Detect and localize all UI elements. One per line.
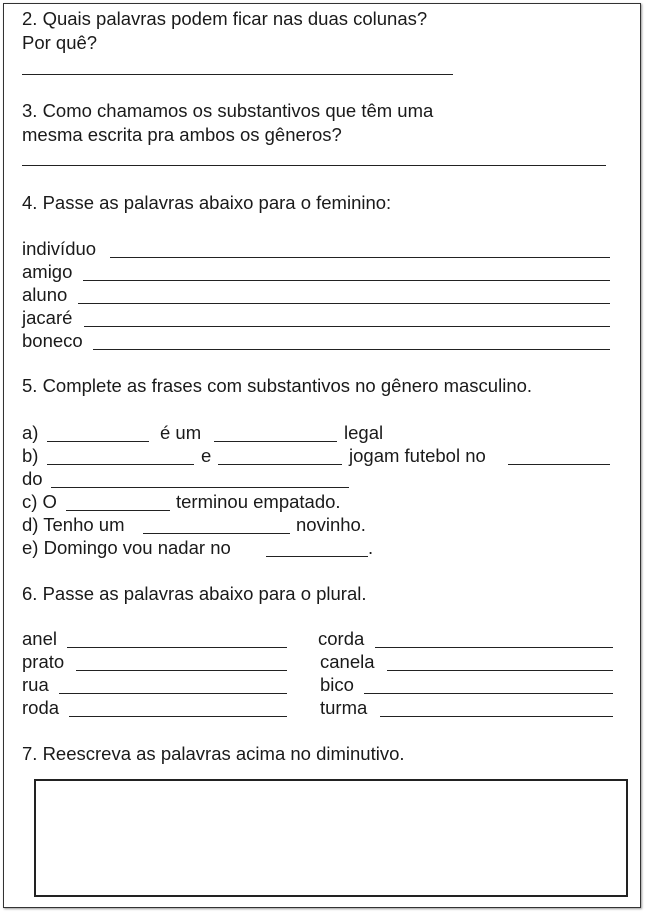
q5e-label: e) Domingo vou nadar no xyxy=(22,537,231,558)
q2-text-line2: Por quê? xyxy=(22,32,98,53)
q6-answer-line-corda[interactable] xyxy=(375,647,613,648)
q6-answer-line-rua[interactable] xyxy=(59,693,287,694)
q6-answer-line-roda[interactable] xyxy=(69,716,287,717)
q5a-text-1: é um xyxy=(160,422,202,443)
q5-title: 5. Complete as frases com substantivos no gênero masculino. xyxy=(22,375,533,396)
q4-word-amigo: amigo xyxy=(22,261,73,282)
q3-text-line2: mesma escrita pra ambos os gêneros? xyxy=(22,124,342,145)
q7-answer-box[interactable] xyxy=(34,779,628,897)
q4-answer-line-jacare[interactable] xyxy=(84,326,610,327)
q6-word-roda: roda xyxy=(22,697,60,718)
q5c-label: c) O xyxy=(22,491,57,512)
q5b-blank-3[interactable] xyxy=(508,464,610,465)
q4-answer-line-individuo[interactable] xyxy=(110,257,610,258)
q6-word-corda: corda xyxy=(318,628,365,649)
q4-answer-line-boneco[interactable] xyxy=(93,349,610,350)
q2-text-line1: 2. Quais palavras podem ficar nas duas colunas? xyxy=(22,8,428,29)
q3-text-line1: 3. Como chamamos os substantivos que têm uma xyxy=(22,100,434,121)
q6-word-prato: prato xyxy=(22,651,65,672)
q5d-blank[interactable] xyxy=(143,533,290,534)
q6-word-turma: turma xyxy=(320,697,368,718)
q4-word-aluno: aluno xyxy=(22,284,68,305)
q4-answer-line-aluno[interactable] xyxy=(78,303,610,304)
q6-answer-line-canela[interactable] xyxy=(387,670,613,671)
q3-answer-line[interactable] xyxy=(22,165,606,166)
q5b-label: b) xyxy=(22,445,39,466)
q5b-blank-2[interactable] xyxy=(218,464,342,465)
q6-answer-line-anel[interactable] xyxy=(67,647,287,648)
q4-answer-line-amigo[interactable] xyxy=(83,280,610,281)
q5d-text-1: novinho. xyxy=(296,514,366,535)
q6-word-bico: bico xyxy=(320,674,354,695)
q2-answer-line[interactable] xyxy=(22,74,453,75)
q6-word-anel: anel xyxy=(22,628,57,649)
q4-word-individuo: indivíduo xyxy=(22,238,97,259)
q5b-blank-4[interactable] xyxy=(51,487,349,488)
q5e-text-1: . xyxy=(368,537,374,558)
q5a-label: a) xyxy=(22,422,39,443)
q7-title: 7. Reescreva as palavras acima no diminutivo. xyxy=(22,743,405,764)
q6-answer-line-prato[interactable] xyxy=(76,670,287,671)
q6-title: 6. Passe as palavras abaixo para o plural. xyxy=(22,583,367,604)
q5a-text-2: legal xyxy=(344,422,384,443)
q5b-text-2: jogam futebol no xyxy=(349,445,486,466)
q6-answer-line-turma[interactable] xyxy=(380,716,613,717)
q4-word-boneco: boneco xyxy=(22,330,83,351)
q5b-text-1: e xyxy=(201,445,212,466)
q4-title: 4. Passe as palavras abaixo para o feminino: xyxy=(22,192,392,213)
q5a-blank-2[interactable] xyxy=(214,441,337,442)
q6-answer-line-bico[interactable] xyxy=(364,693,613,694)
q5b-blank-1[interactable] xyxy=(47,464,194,465)
q6-word-rua: rua xyxy=(22,674,49,695)
q5e-blank[interactable] xyxy=(266,556,368,557)
q6-word-canela: canela xyxy=(320,651,375,672)
q5a-blank-1[interactable] xyxy=(47,441,149,442)
q5d-label: d) Tenho um xyxy=(22,514,125,535)
q5c-text-1: terminou empatado. xyxy=(176,491,341,512)
q5b-text-3: do xyxy=(22,468,43,489)
q5c-blank[interactable] xyxy=(66,510,170,511)
q4-word-jacare: jacaré xyxy=(22,307,73,328)
